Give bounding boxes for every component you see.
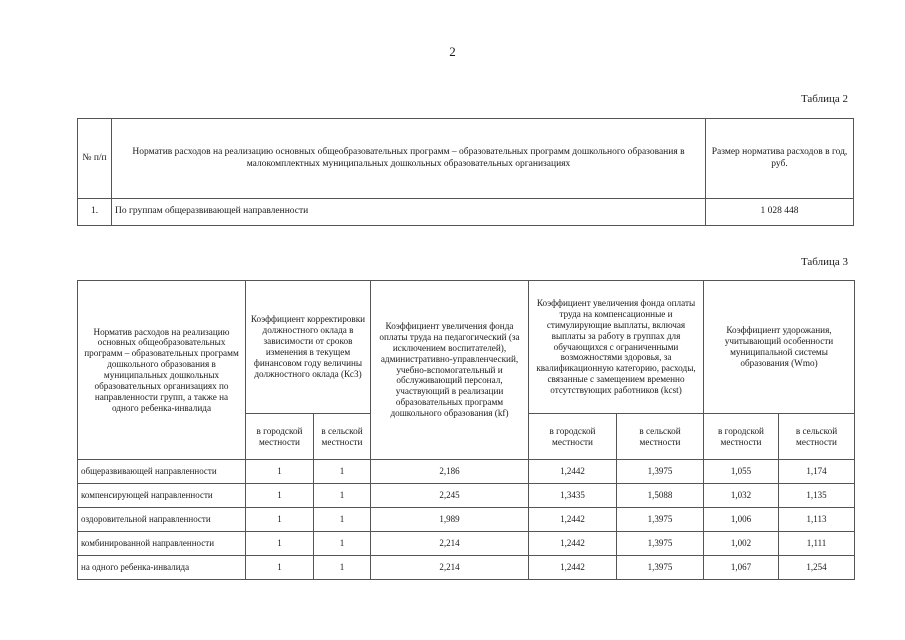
- table3-cell-kcz-urban: 1: [246, 556, 314, 580]
- table3-cell-kcz-rural: 1: [314, 532, 371, 556]
- table3-cell-kcz-rural: 1: [314, 508, 371, 532]
- table3-subheader-kcst-urban: в городской местности: [529, 414, 617, 460]
- table3-caption: Таблица 3: [800, 256, 848, 268]
- table3-subheader-wmo-urban: в городской местности: [704, 414, 779, 460]
- table3-cell-kf: 2,186: [371, 460, 529, 484]
- table-row: [78, 199, 854, 226]
- table3-cell-kcst-rural: 1,3975: [617, 532, 704, 556]
- table3-cell-wmo-rural: 1,174: [779, 460, 855, 484]
- table3-cell-kcz-rural: 1: [314, 484, 371, 508]
- table3-cell-kcz-urban: 1: [246, 508, 314, 532]
- table3-cell-kcst-urban: 1,2442: [529, 460, 617, 484]
- table3-subheader-kcz-rural: в сельской местности: [314, 414, 371, 460]
- table3-cell-kf: 2,214: [371, 556, 529, 580]
- table3-cell-kcst-rural: 1,3975: [617, 460, 704, 484]
- page-number: 2: [449, 44, 456, 59]
- table3-cell-kcst-urban: 1,2442: [529, 556, 617, 580]
- table3-cell-kcst-urban: 1,2442: [529, 508, 617, 532]
- table3-subheader-wmo-rural: в сельской местности: [779, 414, 855, 460]
- table2-caption: Таблица 2: [800, 93, 848, 105]
- table-row: [78, 532, 855, 556]
- table3-header-wmo: Коэффициент удорожания, учитывающий особенности муниципальной системы образования (Wmo): [704, 281, 855, 414]
- table3-subheader-kcz-urban: в городской местности: [246, 414, 314, 460]
- table3-cell-wmo-rural: 1,135: [779, 484, 855, 508]
- table3-cell-kcst-urban: 1,3435: [529, 484, 617, 508]
- table3-cell-wmo-urban: 1,002: [704, 532, 779, 556]
- table3-cell-name: комбинированной направленности: [78, 532, 246, 556]
- table3-header-kf: Коэффициент увеличения фонда оплаты труда на педагогический (за исключением воспитателей), административно-управленческий, учебно-вспомогательный и обслуживающий персонал, участвующий в реализации образовательных программ дошкольного образования (kf): [371, 281, 529, 460]
- table2: [77, 118, 854, 226]
- table3-cell-kcst-rural: 1,3975: [617, 556, 704, 580]
- table2-header-name: Норматив расходов на реализацию основных общеобразовательных программ – образовательных программ дошкольного образования в малокомплектных муниципальных дошкольных образовательных организациях: [112, 119, 706, 199]
- table3-cell-kcz-urban: 1: [246, 460, 314, 484]
- table3-header-kcst: Коэффициент увеличения фонда оплаты труда на компенсационные и стимулирующие выплаты, включая выплаты за работу в группах для обучающихся с ограниченными возможностями здоровья, за квалификационную категорию, расходы, связанные с замещением временно отсутствующих работников (kcst): [529, 281, 704, 414]
- table3-cell-kf: 2,214: [371, 532, 529, 556]
- table3-cell-wmo-rural: 1,113: [779, 508, 855, 532]
- table3-header-kcz: Коэффициент корректировки должностного оклада в зависимости от сроков изменения в текущем финансовом году величины должностного оклада (Кс3): [246, 281, 371, 414]
- table3-cell-wmo-rural: 1,254: [779, 556, 855, 580]
- table3-cell-name: общеразвивающей направленности: [78, 460, 246, 484]
- table3-cell-kcst-rural: 1,3975: [617, 508, 704, 532]
- table-row: [78, 556, 855, 580]
- table3-cell-wmo-urban: 1,067: [704, 556, 779, 580]
- table2-cell-value: 1 028 448: [706, 199, 854, 226]
- table-row: [78, 460, 855, 484]
- table3-cell-kcst-urban: 1,2442: [529, 532, 617, 556]
- table3-cell-wmo-urban: 1,006: [704, 508, 779, 532]
- table2-cell-num: 1.: [78, 199, 112, 226]
- table2-header-num: № п/п: [78, 119, 112, 199]
- table3-cell-wmo-urban: 1,055: [704, 460, 779, 484]
- table3-subheader-kcst-rural: в сельской местности: [617, 414, 704, 460]
- table3-cell-name: на одного ребенка-инвалида: [78, 556, 246, 580]
- table2-cell-name: По группам общеразвивающей направленности: [112, 199, 706, 226]
- table3-cell-name: компенсирующей направленности: [78, 484, 246, 508]
- table-row: [78, 484, 855, 508]
- table3-cell-kcz-urban: 1: [246, 532, 314, 556]
- table3-header-norm: Норматив расходов на реализацию основных общеобразовательных программ – образовательных программ дошкольного образования в муниципальных дошкольных образовательных организациях по направленности групп, а также на одного ребенка-инвалида: [78, 281, 246, 460]
- table3-cell-wmo-urban: 1,032: [704, 484, 779, 508]
- table3-cell-kcz-rural: 1: [314, 556, 371, 580]
- table3: [77, 280, 855, 580]
- table3-cell-kcz-urban: 1: [246, 484, 314, 508]
- table3-cell-wmo-rural: 1,111: [779, 532, 855, 556]
- table3-cell-name: оздоровительной направленности: [78, 508, 246, 532]
- table2-header-size: Размер норматива расходов в год, руб.: [706, 119, 854, 199]
- table3-cell-kcst-rural: 1,5088: [617, 484, 704, 508]
- table3-cell-kf: 1,989: [371, 508, 529, 532]
- table3-cell-kf: 2,245: [371, 484, 529, 508]
- table3-cell-kcz-rural: 1: [314, 460, 371, 484]
- table-row: [78, 508, 855, 532]
